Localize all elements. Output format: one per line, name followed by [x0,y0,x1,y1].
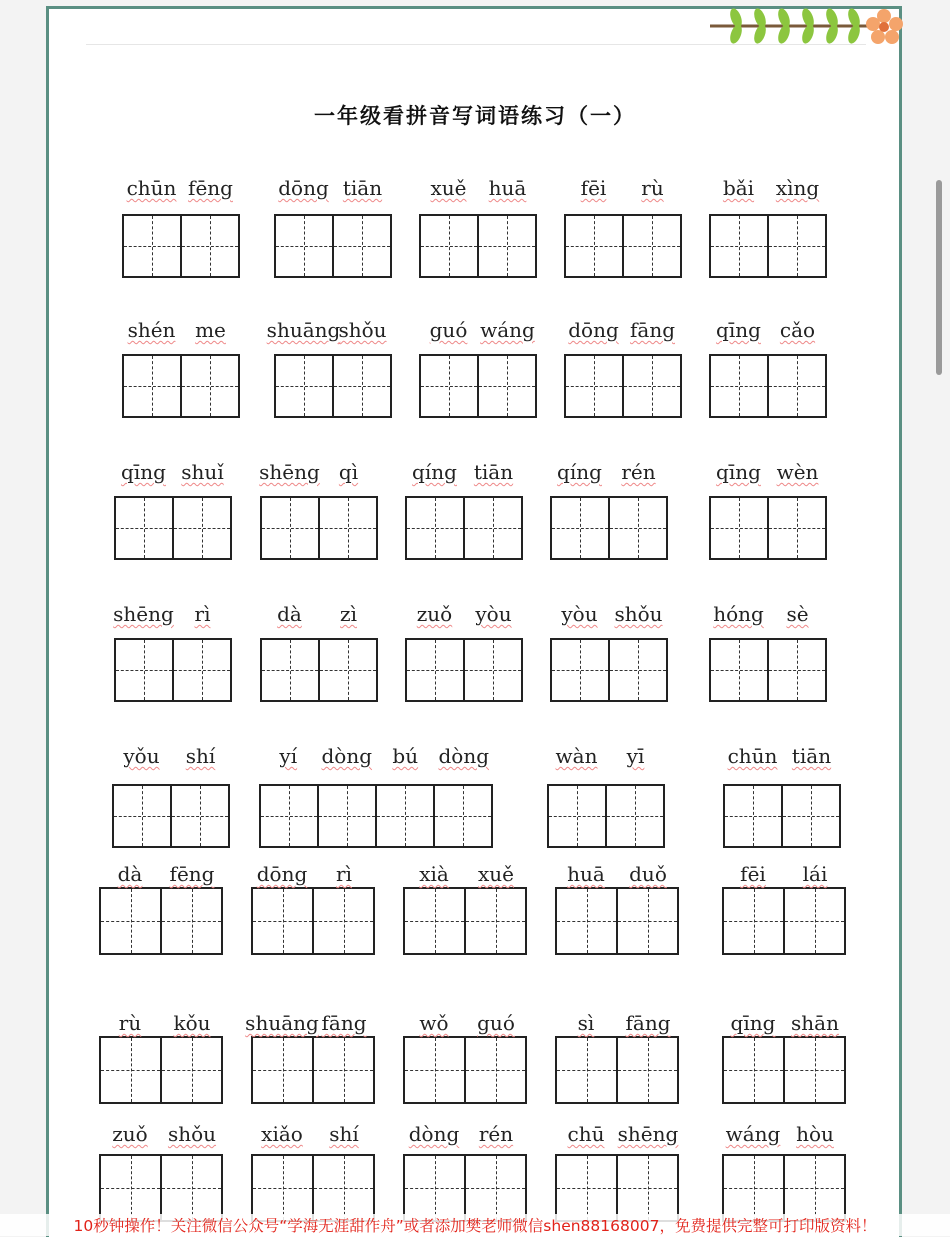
tianzige-cell[interactable] [101,1156,160,1220]
pinyin-syllable: fēi [740,862,766,886]
tianzige-cell[interactable] [170,786,228,846]
tianzige-cell[interactable] [549,786,605,846]
writing-grid[interactable] [99,1036,223,1104]
tianzige-cell[interactable] [124,216,180,276]
tianzige-cell[interactable] [421,216,477,276]
tianzige-cell[interactable] [605,786,663,846]
pinyin-syllable: wèn [776,460,819,484]
tianzige-cell[interactable] [767,498,825,558]
tianzige-cell[interactable] [116,498,172,558]
pinyin-syllable: fāng [321,1011,367,1035]
tianzige-cell[interactable] [711,216,767,276]
pinyin-syllable: fēng [188,176,233,200]
pinyin-syllable: qīng [121,460,166,484]
writing-grid[interactable] [259,784,493,848]
writing-grid[interactable] [547,784,665,848]
pinyin-syllable: tiān [342,176,383,200]
tianzige-cell[interactable] [711,640,767,700]
tianzige-cell[interactable] [557,1038,616,1102]
pinyin-syllable: sè [786,602,809,626]
pinyin-syllable: wáng [725,1122,781,1146]
tianzige-cell[interactable] [724,1038,783,1102]
pinyin-syllable: guó [477,1011,515,1035]
pinyin-syllable: shān [791,1011,839,1035]
tianzige-cell[interactable] [767,216,825,276]
pinyin-syllable: rù [118,1011,142,1035]
pinyin-syllable: rù [641,176,664,200]
tianzige-cell[interactable] [566,356,622,416]
tianzige-cell[interactable] [101,889,160,953]
tianzige-cell[interactable] [622,216,680,276]
writing-grid[interactable] [709,638,827,702]
writing-grid[interactable] [709,214,827,278]
tianzige-cell[interactable] [783,1156,844,1220]
pinyin-syllable: dòng [321,744,373,768]
pinyin-syllable: shén [127,318,176,342]
tianzige-cell[interactable] [724,1156,783,1220]
writing-grid[interactable] [550,638,668,702]
writing-grid[interactable] [564,354,682,418]
tianzige-cell[interactable] [262,498,318,558]
vine-decoration-icon [708,4,904,46]
tianzige-cell[interactable] [552,640,608,700]
pinyin-syllable: shí [329,1122,359,1146]
tianzige-cell[interactable] [405,1038,464,1102]
tianzige-cell[interactable] [783,889,844,953]
tianzige-cell[interactable] [616,889,677,953]
tianzige-cell[interactable] [783,1038,844,1102]
tianzige-cell[interactable] [160,889,221,953]
pinyin-syllable: fēng [169,862,215,886]
pinyin-syllable: dà [117,862,143,886]
pinyin-syllable: chūn [727,744,778,768]
writing-grid[interactable] [274,354,392,418]
pinyin-syllable: xià [419,862,449,886]
tianzige-cell[interactable] [116,640,172,700]
pinyin-syllable: kǒu [173,1011,211,1035]
pinyin-syllable: dòng [438,744,490,768]
pinyin-syllable: shēng [617,1122,679,1146]
writing-grid[interactable] [722,1036,846,1104]
pinyin-syllable: rì [336,862,352,886]
tianzige-cell[interactable] [172,498,230,558]
tianzige-cell[interactable] [616,1156,677,1220]
pinyin-syllable: qīng [716,460,761,484]
writing-grid[interactable] [722,887,846,955]
tianzige-cell[interactable] [557,889,616,953]
writing-grid[interactable] [99,1154,223,1222]
writing-grid[interactable] [114,638,232,702]
tianzige-cell[interactable] [552,498,608,558]
tianzige-cell[interactable] [312,1038,373,1102]
writing-grid[interactable] [555,887,679,955]
scrollbar-thumb[interactable] [936,180,942,375]
promo-banner: 10秒钟操作！关注微信公众号“学海无涯甜作舟”或者添加樊老师微信shen88168007，免费提供完整可打印版资料！ [0,1214,950,1236]
pinyin-syllable: rén [621,460,656,484]
tianzige-cell[interactable] [781,786,839,846]
tianzige-cell[interactable] [407,640,463,700]
tianzige-cell[interactable] [767,356,825,416]
pinyin-syllable: guó [429,318,468,342]
pinyin-syllable: zuǒ [112,1122,148,1146]
tianzige-cell[interactable] [616,1038,677,1102]
pinyin-syllable: rén [478,1122,514,1146]
tianzige-cell[interactable] [317,786,375,846]
pinyin-syllable: shuāng [266,318,341,342]
tianzige-cell[interactable] [276,216,332,276]
pinyin-syllable: chū [567,1122,605,1146]
tianzige-cell[interactable] [711,498,767,558]
writing-grid[interactable] [260,496,378,560]
pinyin-syllable: huā [567,862,605,886]
pinyin-syllable: dà [277,602,302,626]
writing-grid[interactable] [251,1036,375,1104]
pinyin-syllable: shēng [113,602,174,626]
pinyin-syllable: fāng [629,318,676,342]
writing-grid[interactable] [99,887,223,955]
pinyin-syllable: yòu [475,602,512,626]
tianzige-cell[interactable] [767,640,825,700]
pinyin-syllable: huā [488,176,527,200]
pinyin-syllable: cǎo [779,318,816,342]
pinyin-syllable: xuě [478,862,514,886]
writing-grid[interactable] [274,214,392,278]
writing-grid[interactable] [419,354,537,418]
tianzige-cell[interactable] [477,356,535,416]
tianzige-cell[interactable] [160,1156,221,1220]
pinyin-syllable: bǎi [722,176,755,200]
pinyin-syllable: dōng [568,318,619,342]
tianzige-cell[interactable] [463,498,521,558]
page-title: 一年级看拼音写词语练习（一） [314,103,636,128]
tianzige-cell[interactable] [433,786,491,846]
pinyin-syllable: tiān [791,744,832,768]
writing-grid[interactable] [405,496,523,560]
writing-grid[interactable] [251,1154,375,1222]
pinyin-syllable: shuǐ [181,460,224,484]
pinyin-syllable: qīng [716,318,761,342]
tianzige-cell[interactable] [464,889,525,953]
tianzige-cell[interactable] [180,356,238,416]
writing-grid[interactable] [405,638,523,702]
pinyin-syllable: qíng [557,460,602,484]
pinyin-syllable: wàn [555,744,598,768]
pinyin-syllable: xiǎo [261,1122,303,1146]
pinyin-syllable: shí [185,744,216,768]
pinyin-syllable: qíng [412,460,457,484]
writing-grid[interactable] [403,1036,527,1104]
writing-grid[interactable] [260,638,378,702]
pinyin-syllable: sì [577,1011,595,1035]
writing-grid[interactable] [122,354,240,418]
writing-grid[interactable] [722,1154,846,1222]
writing-grid[interactable] [419,214,537,278]
tianzige-cell[interactable] [463,640,521,700]
tianzige-cell[interactable] [405,889,464,953]
tianzige-cell[interactable] [318,640,376,700]
pinyin-syllable: hòu [796,1122,834,1146]
tianzige-cell[interactable] [622,356,680,416]
writing-grid[interactable] [555,1154,679,1222]
tianzige-cell[interactable] [160,1038,221,1102]
pinyin-syllable: xìng [775,176,820,200]
pinyin-syllable: xuě [430,176,467,200]
tianzige-cell[interactable] [407,498,463,558]
writing-grid[interactable] [550,496,668,560]
pinyin-syllable: yǒu [123,744,160,768]
tianzige-cell[interactable] [114,786,170,846]
tianzige-cell[interactable] [608,498,666,558]
tianzige-cell[interactable] [608,640,666,700]
tianzige-cell[interactable] [332,216,390,276]
writing-grid[interactable] [723,784,841,848]
writing-grid[interactable] [564,214,682,278]
tianzige-cell[interactable] [421,356,477,416]
pinyin-syllable: rì [194,602,211,626]
pinyin-syllable: dōng [256,862,308,886]
tianzige-cell[interactable] [312,1156,373,1220]
tianzige-cell[interactable] [101,1038,160,1102]
writing-grid[interactable] [114,496,232,560]
writing-grid[interactable] [112,784,230,848]
tianzige-cell[interactable] [253,1156,312,1220]
pinyin-syllable: dòng [408,1122,460,1146]
pinyin-syllable: yī [626,744,645,768]
pinyin-syllable: wǒ [419,1011,449,1035]
tianzige-cell[interactable] [261,786,317,846]
writing-grid[interactable] [709,496,827,560]
tianzige-cell[interactable] [557,1156,616,1220]
pinyin-syllable: zuǒ [416,602,453,626]
writing-grid[interactable] [122,214,240,278]
pinyin-syllable: dōng [278,176,329,200]
writing-grid[interactable] [403,887,527,955]
pinyin-syllable: duǒ [629,862,667,886]
pinyin-syllable: qīng [730,1011,776,1035]
tianzige-cell[interactable] [405,1156,464,1220]
pinyin-syllable: wáng [480,318,535,342]
tianzige-cell[interactable] [312,889,373,953]
pinyin-syllable: fāng [625,1011,671,1035]
pinyin-syllable: tiān [473,460,514,484]
tianzige-cell[interactable] [253,1038,312,1102]
pinyin-syllable: bú [392,744,419,768]
tianzige-cell[interactable] [180,216,238,276]
pinyin-syllable: qì [338,460,359,484]
pinyin-syllable: shǒu [338,318,387,342]
pinyin-syllable: yòu [561,602,598,626]
pinyin-syllable: hóng [713,602,764,626]
tianzige-cell[interactable] [464,1038,525,1102]
tianzige-cell[interactable] [477,216,535,276]
tianzige-cell[interactable] [276,356,332,416]
pinyin-syllable: shǒu [167,1122,217,1146]
pinyin-syllable: yí [279,744,298,768]
pinyin-syllable: lái [802,862,828,886]
pinyin-syllable: shǒu [614,602,663,626]
tianzige-cell[interactable] [725,786,781,846]
pinyin-syllable: zì [340,602,357,626]
tianzige-cell[interactable] [711,356,767,416]
tianzige-cell[interactable] [464,1156,525,1220]
tianzige-cell[interactable] [172,640,230,700]
pinyin-syllable: shēng [259,460,320,484]
tianzige-cell[interactable] [253,889,312,953]
pinyin-syllable: chūn [126,176,177,200]
tianzige-cell[interactable] [318,498,376,558]
pinyin-syllable: fēi [580,176,607,200]
pinyin-syllable: shuāng [245,1011,319,1035]
writing-grid[interactable] [555,1036,679,1104]
writing-grid[interactable] [403,1154,527,1222]
tianzige-cell[interactable] [724,889,783,953]
tianzige-cell[interactable] [566,216,622,276]
tianzige-cell[interactable] [262,640,318,700]
pinyin-syllable: me [195,318,226,342]
tianzige-cell[interactable] [124,356,180,416]
tianzige-cell[interactable] [375,786,433,846]
writing-grid[interactable] [251,887,375,955]
writing-grid[interactable] [709,354,827,418]
tianzige-cell[interactable] [332,356,390,416]
